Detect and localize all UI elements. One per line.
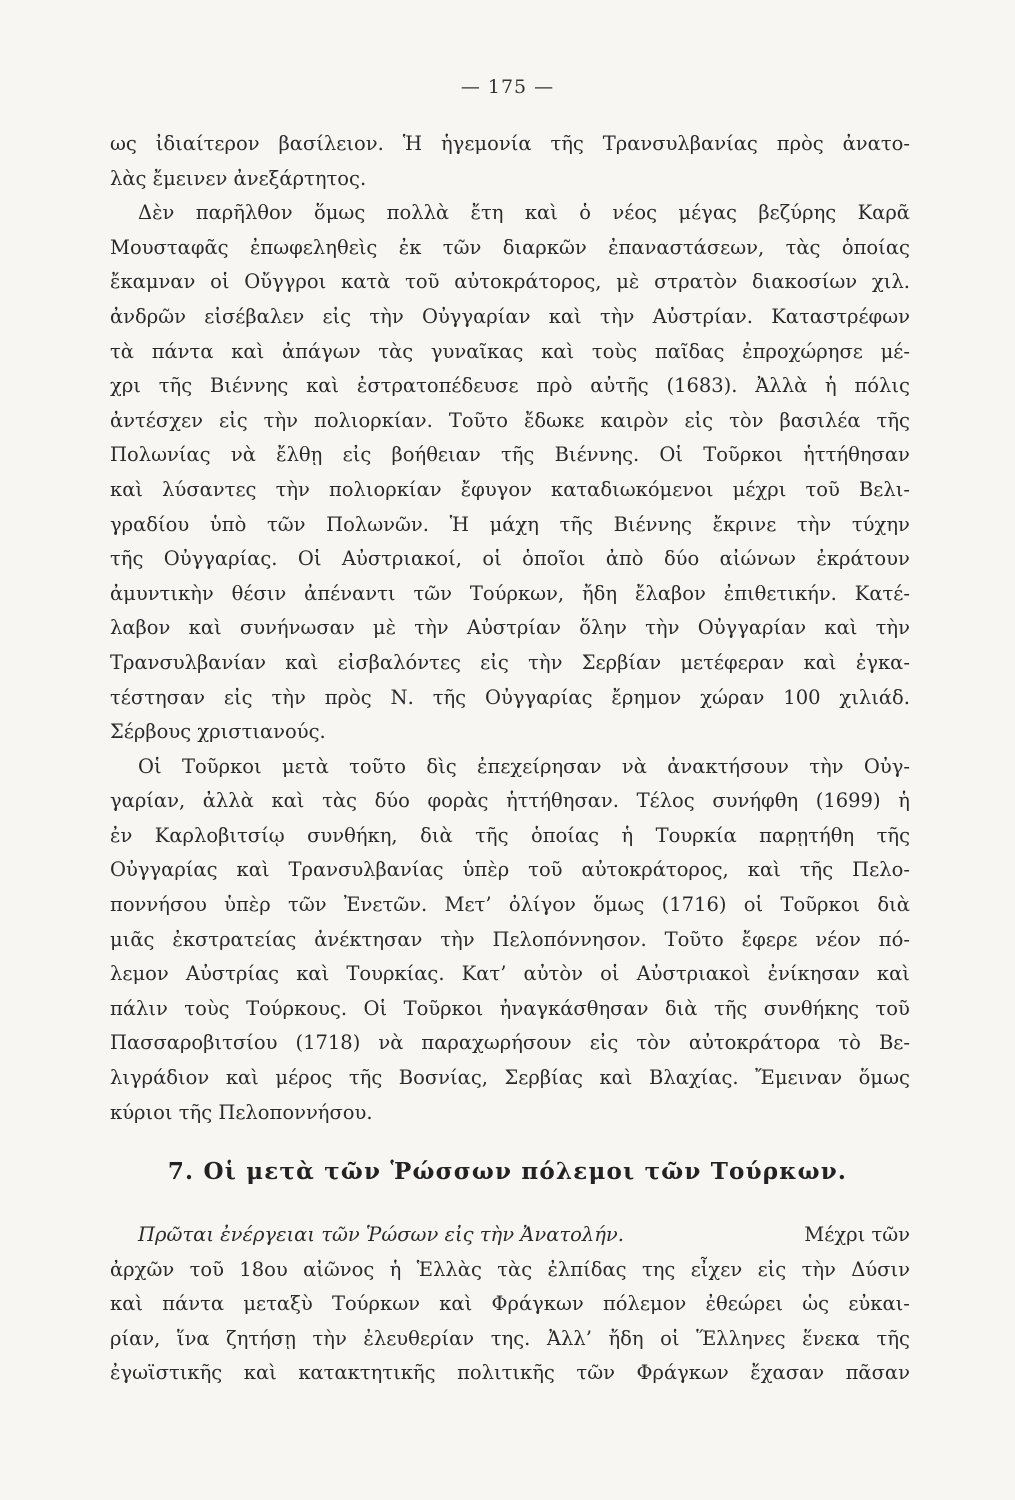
- text-line-rest: Μέχρι τῶν: [804, 1223, 910, 1246]
- runin-heading: Πρῶται ἐνέργειαι τῶν Ῥώσων εἰς τὴν Ἀνατολήν.: [138, 1223, 624, 1246]
- text-line: ἀντέσχεν εἰς τὴν πολιορκίαν. Τοῦτο ἔδωκε καιρὸν εἰς τὸν βασιλέα τῆς: [110, 408, 910, 432]
- text-line: λαβον καὶ συνήνωσαν μὲ τὴν Αὐστρίαν ὅλην τὴν Οὐγγαρίαν καὶ τὴν: [110, 616, 910, 640]
- text-line: Τρανσυλβανίαν καὶ εἰσβαλόντες εἰς τὴν Σερβίαν μετέφεραν καὶ ἐγκα-: [110, 650, 910, 674]
- text-line: καὶ λύσαντες τὴν πολιορκίαν ἔφυγον καταδιωκόμενοι μέχρι τοῦ Βελι-: [110, 477, 910, 501]
- text-line: τὰ πάντα καὶ ἀπάγων τὰς γυναῖκας καὶ τοὺς παῖδας ἐπροχώρησε μέ-: [110, 339, 910, 363]
- text-line: καὶ πάντα μεταξὺ Τούρκων καὶ Φράγκων πόλεμον ἐθεώρει ὡς εὐκαι-: [110, 1292, 910, 1316]
- text-line: Οὐγγαρίας καὶ Τρανσυλβανίας ὑπὲρ τοῦ αὐτοκράτορος, καὶ τῆς Πελο-: [110, 858, 910, 882]
- page-number: — 175 —: [460, 76, 555, 98]
- section-paragraph: [110, 1218, 910, 1391]
- text-line: Σέρβους χριστιανούς.: [110, 720, 326, 744]
- text-line: ως ἰδιαίτερον βασίλειον. Ἡ ἡγεμονία τῆς Τρανσυλβανίας πρὸς ἀνατο-: [110, 132, 910, 155]
- text-line: ποννήσου ὑπὲρ τῶν Ἐνετῶν. Μετ’ ὀλίγον ὅμως (1716) οἱ Τοῦρκοι διὰ: [110, 893, 910, 917]
- text-line: τέστησαν εἰς τὴν πρὸς Ν. τῆς Οὐγγαρίας ἔρημον χώραν 100 χιλιάδ.: [110, 685, 910, 709]
- text-line: Πολωνίας νὰ ἔλθῃ εἰς βοήθειαν τῆς Βιέννης. Οἱ Τοῦρκοι ἡττήθησαν: [110, 443, 910, 467]
- text-line: γαρίαν, ἀλλὰ καὶ τὰς δύο φορὰς ἡττήθησαν. Τέλος συνήφθη (1699) ἡ: [110, 789, 910, 813]
- text-line: ἀμυντικὴν θέσιν ἀπέναντι τῶν Τούρκων, ἤδη ἔλαβον ἐπιθετικήν. Κατέ-: [110, 581, 910, 605]
- section-heading: 7. Οἱ μετὰ τῶν Ῥώσσων πόλεμοι τῶν Τούρκων.: [167, 1158, 848, 1185]
- text-line: Πασσαροβιτσίου (1718) νὰ παραχωρήσουν εἰς τὸν αὐτοκράτορα τὸ Βε-: [110, 1031, 910, 1055]
- text-line: Μουσταφᾶς ἐπωφεληθεὶς ἐκ τῶν διαρκῶν ἐπαναστάσεων, τὰς ὁποίας: [110, 235, 910, 259]
- text-line: ἀνδρῶν εἰσέβαλεν εἰς τὴν Οὐγγαρίαν καὶ τὴν Αὐστρίαν. Καταστρέφων: [110, 304, 910, 328]
- text-line: λιγράδιον καὶ μέρος τῆς Βοσνίας, Σερβίας καὶ Βλαχίας. Ἔμειναν ὅμως: [110, 1066, 910, 1090]
- text-line: κύριοι τῆς Πελοποννήσου.: [110, 1100, 373, 1124]
- text-line: χρι τῆς Βιέννης καὶ ἐστρατοπέδευσε πρὸ αὐτῆς (1683). Ἀλλὰ ἡ πόλις: [110, 374, 910, 398]
- text-line: ἐγωϊστικῆς καὶ κατακτητικῆς πολιτικῆς τῶν Φράγκων ἔχασαν πᾶσαν: [110, 1361, 910, 1385]
- text-line: πάλιν τοὺς Τούρκους. Οἱ Τοῦρκοι ἠναγκάσθησαν διὰ τῆς συνθήκης τοῦ: [110, 996, 910, 1020]
- text-line: ἔκαμναν οἱ Οὔγγροι κατὰ τοῦ αὐτοκράτορος, μὲ στρατὸν διακοσίων χιλ.: [110, 270, 910, 294]
- text-line: γραδίου ὑπὸ τῶν Πολωνῶν. Ἡ μάχη τῆς Βιέννης ἔκρινε τὴν τύχην: [110, 512, 910, 536]
- text-line: ἀρχῶν τοῦ 18ου αἰῶνος ἡ Ἑλλὰς τὰς ἐλπίδας της εἶχεν εἰς τὴν Δύσιν: [110, 1257, 910, 1281]
- text-line: λεμον Αὐστρίας καὶ Τουρκίας. Κατ’ αὐτὸν οἱ Αὐστριακοὶ ἐνίκησαν καὶ: [110, 962, 910, 986]
- text-line: τῆς Οὐγγαρίας. Οἱ Αὐστριακοί, οἱ ὁποῖοι ἀπὸ δύο αἰώνων ἐκράτουν: [110, 547, 910, 571]
- text-line: λὰς ἔμεινεν ἀνεξάρτητος.: [110, 166, 367, 190]
- text-line: ἐν Καρλοβιτσίῳ συνθήκη, διὰ τῆς ὁποίας ἡ Τουρκία παρῃτήθη τῆς: [110, 823, 910, 847]
- main-paragraphs: [110, 127, 910, 1130]
- text-line: Δὲν παρῆλθον ὅμως πολλὰ ἔτη καὶ ὁ νέος μέγας βεζύρης Καρᾶ: [138, 201, 910, 225]
- text-line: [110, 1218, 910, 1253]
- text-line: μιᾶς ἐκστρατείας ἀνέκτησαν τὴν Πελοπόννησον. Τοῦτο ἔφερε νέον πό-: [110, 927, 910, 951]
- text-line: Οἱ Τοῦρκοι μετὰ τοῦτο δὶς ἐπεχείρησαν νὰ ἀνακτήσουν τὴν Οὐγ-: [138, 754, 910, 778]
- text-line: ρίαν, ἵνα ζητήσῃ τὴν ἐλευθερίαν της. Ἀλλ’ ἤδη οἱ Ἕλληνες ἕνεκα τῆς: [110, 1326, 910, 1350]
